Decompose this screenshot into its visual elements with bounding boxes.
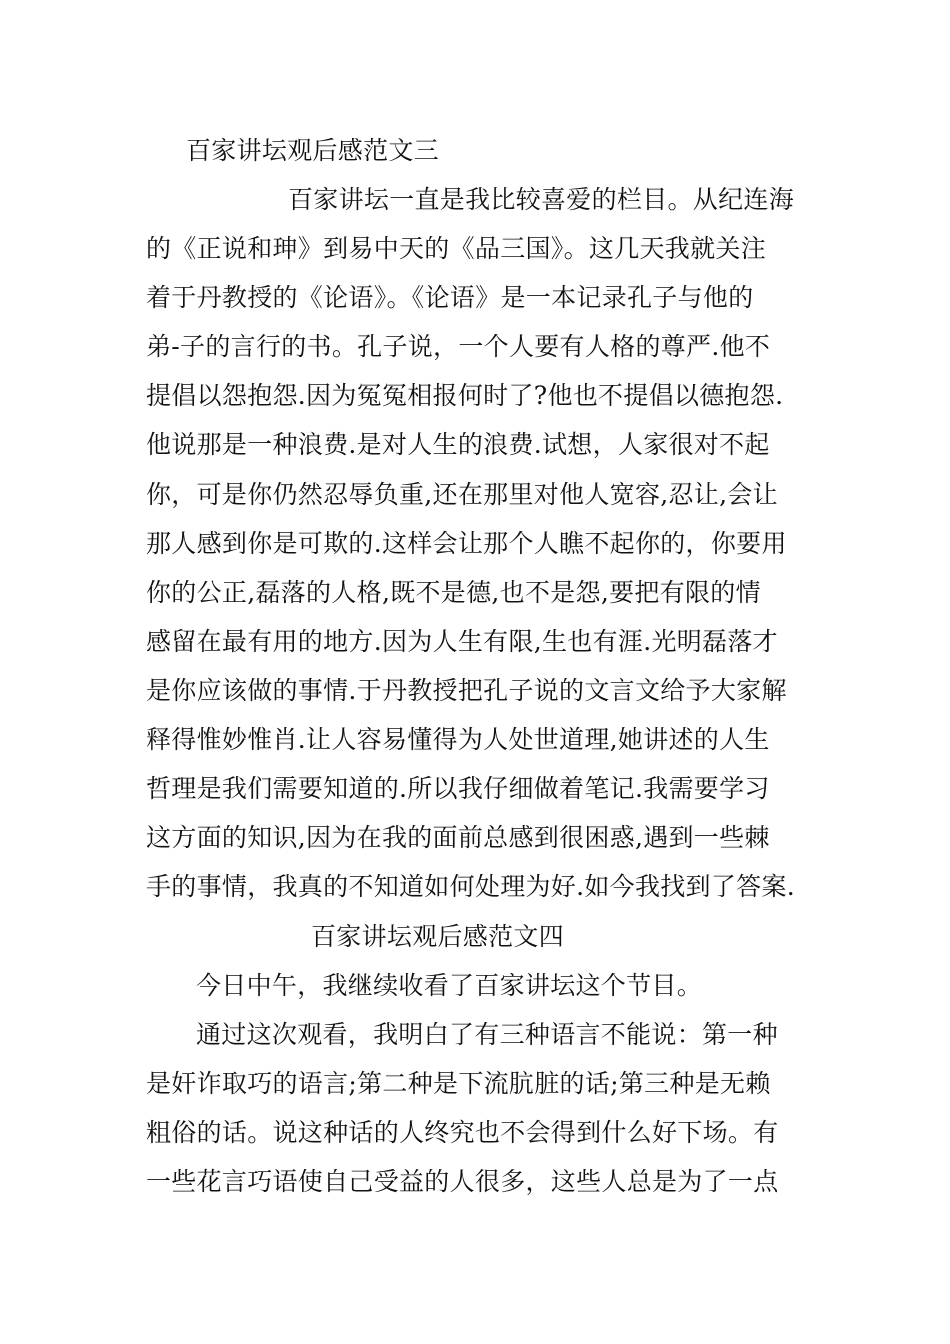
text-line: 着于丹教授的《论语》。《论语》是一本记录孔子与他的	[146, 283, 754, 312]
section-4-heading: 百家讲坛观后感范文四	[311, 922, 565, 951]
text-line: 是奸诈取巧的语言;第二种是下流肮脏的话;第三种是无赖	[146, 1069, 771, 1098]
text-line: 的《正说和珅》到易中天的《品三国》。这几天我就关注	[146, 234, 767, 263]
text-line: 感留在最有用的地方.因为人生有限,生也有涯.光明磊落才	[146, 627, 778, 656]
text-line: 手的事情，我真的不知道如何处理为好.如今我找到了答案.	[146, 872, 795, 901]
text-line: 百家讲坛一直是我比较喜爱的栏目。从纪连海	[288, 185, 795, 214]
text-line: 一些花言巧语使自己受益的人很多，这些人总是为了一点	[146, 1167, 779, 1196]
text-line: 弟-子的言行的书。孔子说，一个人要有人格的尊严.他不	[146, 332, 771, 361]
text-line: 那人感到你是可欺的.这样会让那个人瞧不起你的，你要用	[146, 529, 787, 558]
text-line: 是你应该做的事情.于丹教授把孔子说的文言文给予大家解	[146, 676, 787, 705]
text-line: 提倡以怨抱怨.因为冤冤相报何时了?他也不提倡以德抱怨.	[146, 381, 784, 410]
text-line: 释得惟妙惟肖.让人容易懂得为人处世道理,她讲述的人生	[146, 725, 770, 754]
text-line: 你，可是你仍然忍辱负重,还在那里对他人宽容,忍让,会让	[146, 480, 778, 509]
text-line: 粗俗的话。说这种话的人终究也不会得到什么好下场。有	[146, 1118, 779, 1147]
text-line: 这方面的知识,因为在我的面前总感到很困惑,遇到一些棘	[146, 823, 770, 852]
paragraph-text: 今日中午，我继续收看了百家讲坛这个节目。	[196, 971, 703, 1000]
text-line: 哲理是我们需要知道的.所以我仔细做着笔记.我需要学习	[146, 774, 770, 803]
text-line: 你的公正,磊落的人格,既不是德,也不是怨,要把有限的情	[146, 578, 761, 607]
text-line: 他说那是一种浪费.是对人生的浪费.试想，人家很对不起	[146, 430, 770, 459]
section-3-heading: 百家讲坛观后感范文三	[186, 136, 440, 165]
text-line: 通过这次观看，我明白了有三种语言不能说：第一种	[196, 1020, 778, 1049]
